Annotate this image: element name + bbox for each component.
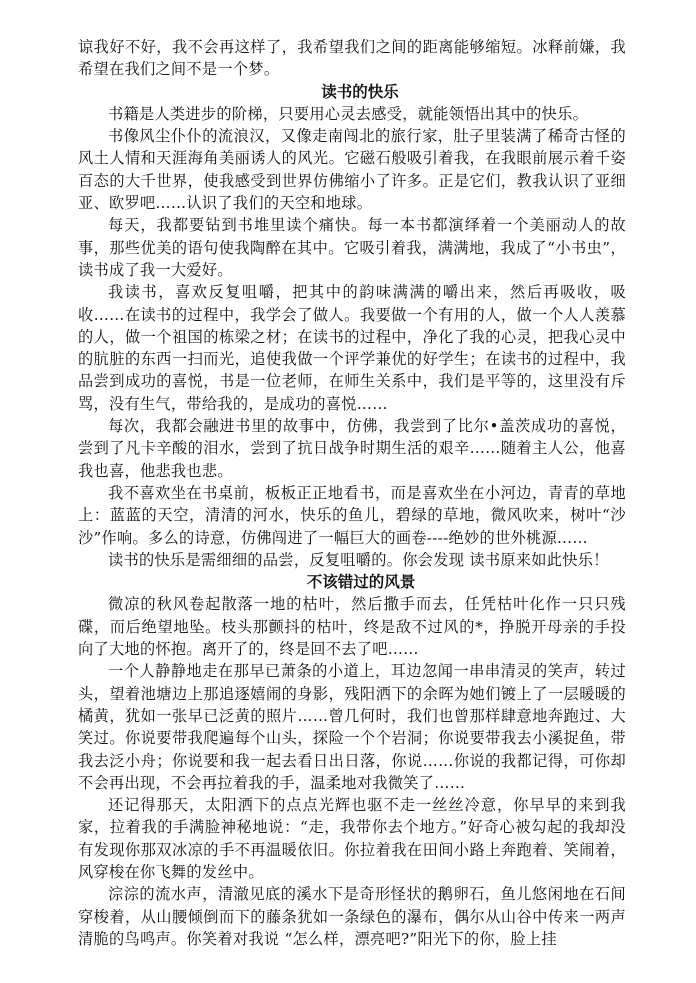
essay1-paragraph-4: 我读书，喜欢反复咀嚼，把其中的韵味满满的嚼出来，然后再吸收，吸收……在读书的过程中，我学会了做人。我要做一个有用的人，做一个人人羡慕的人，做一个祖国的栋梁之材；在读书的过程中，净化了我的心灵，把我心灵中的肮脏的东西一扫而光，追使我做一个评学兼优的好学生；在读书的过程中，我品尝到成功的喜悦，书是一位老师，在师生关系中，我们是平等的，这里没有斥骂，没有生气，带给我的，是成功的喜悦…… [78, 283, 626, 413]
essay2-paragraph-4: 淙淙的流水声，清澈见底的溪水下是奇形怪状的鹅卵石，鱼儿悠闲地在石间穿梭着，从山腰倾倒而下的藤条犹如一条绿色的瀑布，偶尔从山谷中传来一两声清脆的鸟鸣声。你笑着对我说 “怎么样，漂亮吧?”阳光下的你，脸上挂 [78, 885, 626, 948]
essay1-paragraph-2: 书像风尘仆仆的流浪汉，又像走南闯北的旅行家，肚子里装满了稀奇古怪的风土人情和天涯海角美丽诱人的风光。它磁石般吸引着我，在我眼前展示着千姿百态的大千世界，使我感受到世界仿佛缩小了许多。正是它们，教我认识了亚细亚、欧罗吧……认识了我们的天空和地球。 [78, 127, 626, 213]
essay1-paragraph-5: 每次，我都会融进书里的故事中，仿佛，我尝到了比尔•盖茨成功的喜悦，尝到了凡卡辛酸的泪水，尝到了抗日战争时期生活的艰辛……随着主人公，他喜我也喜，他悲我也悲。 [78, 417, 626, 480]
essay1-paragraph-1: 书籍是人类进步的阶梯，只要用心灵去感受，就能领悟出其中的快乐。 [108, 104, 589, 123]
essay1-paragraph-7: 读书的快乐是需细细的品尝，反复咀嚼的。你会发现 读书原来如此快乐！ [108, 550, 609, 569]
document-page [78, 36, 626, 950]
essay1-paragraph-3: 每天，我都要钻到书堆里读个痛快。每一本书都演绎着一个美丽动人的故事，那些优美的语句使我陶醉在其中。它吸引着我，满满地，我成了“小书虫”，读书成了我一大爱好。 [78, 216, 626, 279]
intro-paragraph: 谅我好不好，我不会再这样了，我希望我们之间的距离能够缩短。冰释前嫌，我希望在我们之间不是一个梦。 [78, 38, 626, 79]
essay1-paragraph-6: 我不喜欢坐在书桌前，板板正正地看书，而是喜欢坐在小河边，青青的草地上：蓝蓝的天空，清清的河水，快乐的鱼儿，碧绿的草地，微风吹来，树叶“沙沙”作响。多么的诗意，仿佛闯进了一幅巨大的画卷----绝妙的世外桃源…… [78, 483, 626, 547]
essay2-paragraph-2: 一个人静静地走在那早已萧条的小道上，耳边忽闻一串串清灵的笑声，转过头，望着池塘边上那追逐嬉闹的身影，残阳洒下的余晖为她们镀上了一层暖暖的橘黄，犹如一张早已泛黄的照片……曾几何时，我们也曾那样肆意地奔跑过、大笑过。你说要带我爬遍每个山头，探险一个个岩洞；你说要带我去小溪捉鱼，带我去泛小舟；你说要和我一起去看日出日落，你说……你说的我都记得，可你却不会再出现，不会再拉着我的手，温柔地对我微笑了…… [78, 662, 626, 792]
essay1-title: 读书的快乐 [321, 81, 399, 101]
essay2-paragraph-1: 微凉的秋风卷起散落一地的枯叶，然后撒手而去，任凭枯叶化作一只只残碟，而后绝望地坠。枝头那颤抖的枯叶，终是敌不过风的*，挣脱开母亲的手投向了大地的怀抱。离开了的，终是回不去了吧…… [78, 595, 626, 659]
essay2-title: 不该错过的风景 [306, 572, 416, 592]
essay2-paragraph-3: 还记得那天，太阳洒下的点点光辉也驱不走一丝丝冷意，你早早的来到我家，拉着我的手满脸神秘地说：“走，我带你去个地方。”好奇心被勾起的我却没有发现你那双冰凉的手不再温暖依旧。你拉着我在田间小路上奔跑着、笑闹着，风穿梭在你飞舞的发丝中。 [78, 796, 626, 881]
